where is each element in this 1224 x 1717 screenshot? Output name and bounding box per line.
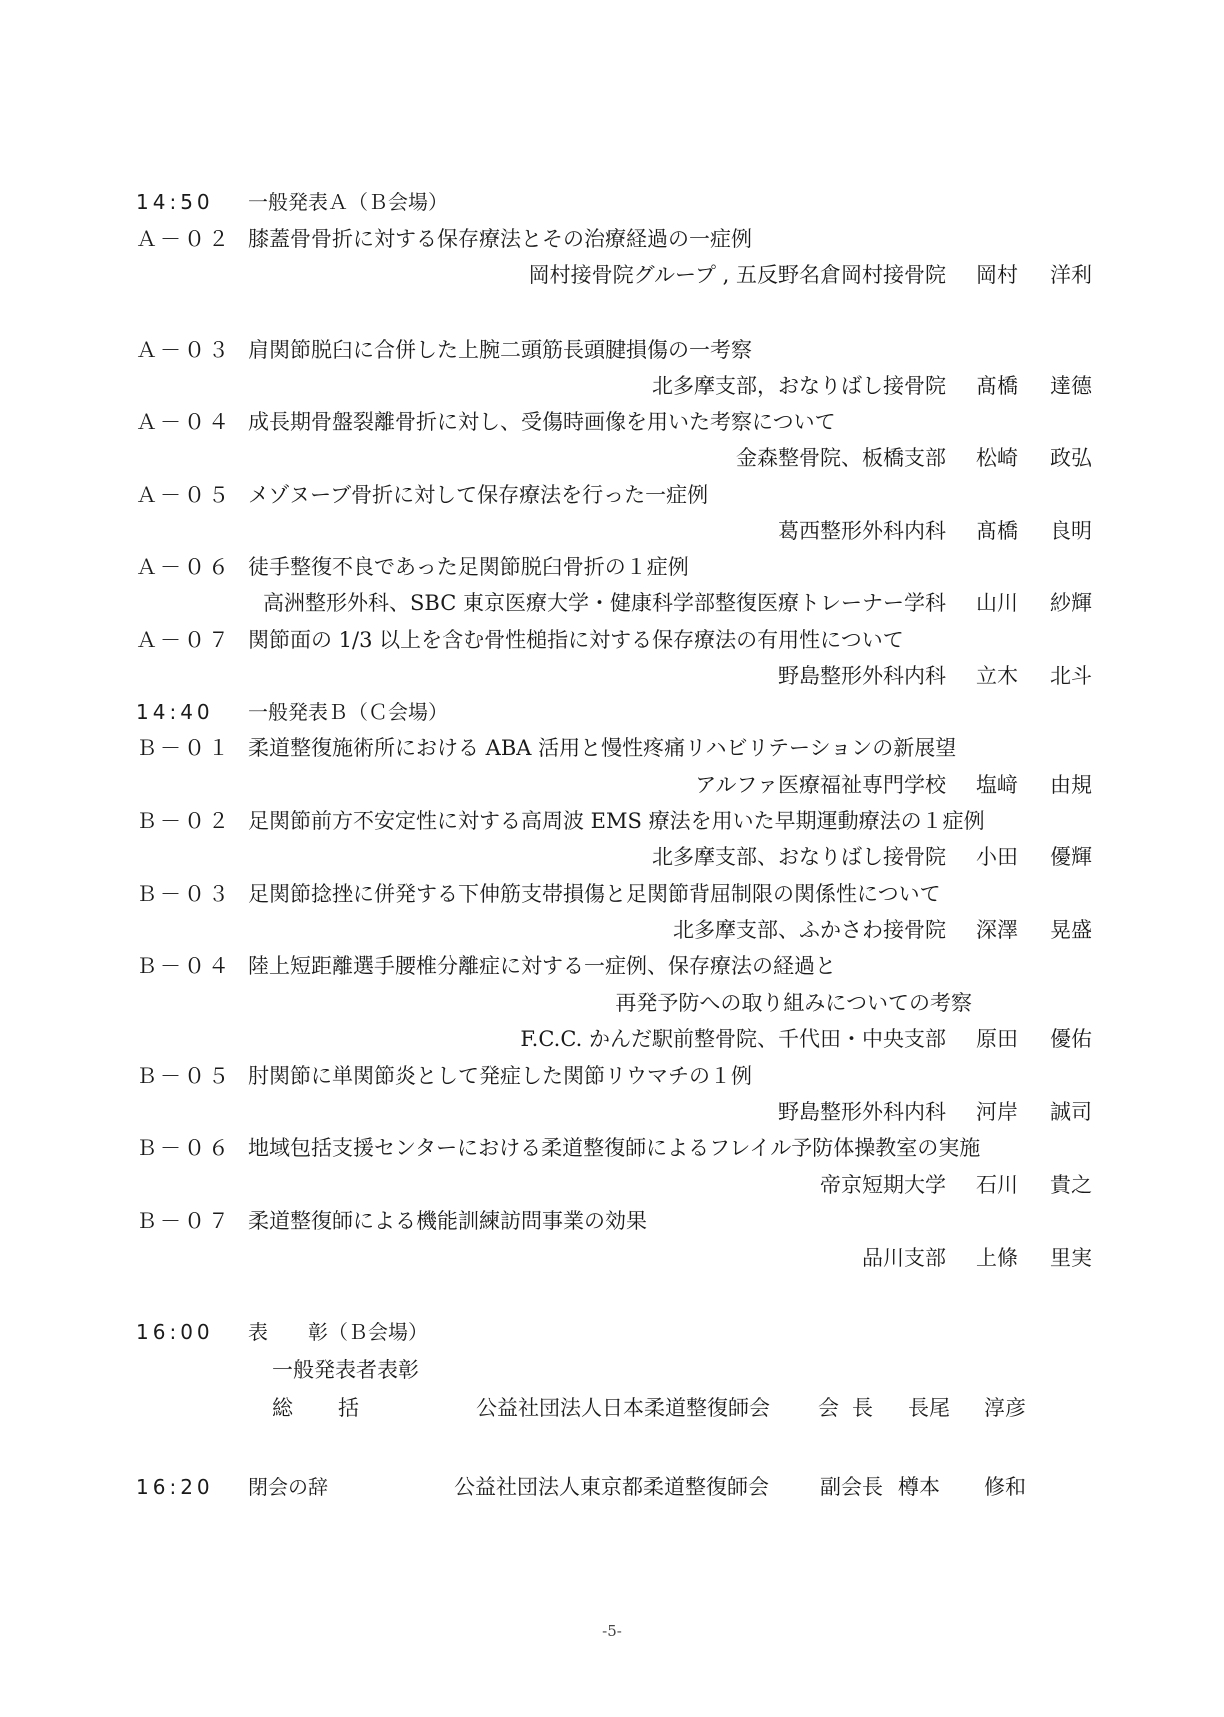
presenter-given-name: 政弘 xyxy=(1050,446,1092,470)
award-given-name: 淳彦 xyxy=(984,1396,1026,1420)
presentation-code: Ａ－０３ xyxy=(136,338,232,362)
presenter-given-name: 北斗 xyxy=(1050,664,1092,688)
presentation-title: 足関節捻挫に併発する下伸筋支帯損傷と足関節背屈制限の関係性について xyxy=(248,882,941,906)
presentation-title: 関節面の 1/3 以上を含む骨性槌指に対する保存療法の有用性について xyxy=(248,628,904,652)
presenter-given-name: 洋利 xyxy=(1050,263,1092,287)
closing-surname: 樽本 xyxy=(898,1475,940,1499)
presentation-title: 肘関節に単関節炎として発症した関節リウマチの１例 xyxy=(248,1064,752,1088)
presenter-given-name: 達德 xyxy=(1050,374,1092,398)
presenter-surname: 髙橋 xyxy=(976,374,1018,398)
presenter-surname: 松崎 xyxy=(976,446,1018,470)
award-description: 一般発表者表彰 xyxy=(272,1358,419,1382)
presentation-code: Ｂ－０４ xyxy=(136,954,232,978)
presentation-title: 膝蓋骨骨折に対する保存療法とその治療経過の一症例 xyxy=(248,227,752,251)
section-time: 14:40 xyxy=(136,700,214,724)
presenter-surname: 立木 xyxy=(976,664,1018,688)
award-heading: 表 彰（Ｂ会場） xyxy=(248,1320,428,1344)
presentation-code: Ａ－０２ xyxy=(136,227,232,251)
presenter-surname: 山川 xyxy=(976,591,1018,615)
award-label-part2: 括 xyxy=(338,1396,359,1420)
presenter-given-name: 貴之 xyxy=(1050,1173,1092,1197)
section-heading: 一般発表Ａ（Ｂ会場） xyxy=(248,190,448,214)
presentation-title: 陸上短距離選手腰椎分離症に対する一症例、保存療法の経過と xyxy=(248,954,836,978)
presenter-given-name: 晃盛 xyxy=(1050,918,1092,942)
presenter-surname: 深澤 xyxy=(976,918,1018,942)
presentation-title: 柔道整復施術所における ABA 活用と慢性疼痛リハビリテーションの新展望 xyxy=(248,736,957,760)
closing-time: 16:20 xyxy=(136,1475,214,1499)
presenter-affiliation: 野島整形外科内科 xyxy=(778,1100,946,1124)
section-heading: 一般発表Ｂ（Ｃ会場） xyxy=(248,700,448,724)
page-number: -5- xyxy=(602,1622,622,1640)
presentation-code: Ａ－０５ xyxy=(136,483,232,507)
presenter-given-name: 由規 xyxy=(1050,773,1092,797)
closing-heading: 閉会の辞 xyxy=(248,1475,328,1499)
presenter-surname: 小田 xyxy=(976,845,1018,869)
presenter-surname: 上條 xyxy=(976,1246,1018,1270)
presenter-affiliation: 岡村接骨院グループ , 五反野名倉岡村接骨院 xyxy=(528,263,946,287)
closing-organization: 公益社団法人東京都柔道整復師会 xyxy=(454,1475,769,1499)
presenter-given-name: 紗輝 xyxy=(1050,591,1092,615)
section-time: 14:50 xyxy=(136,190,214,214)
presentation-code: Ｂ－０５ xyxy=(136,1064,232,1088)
presentation-code: Ｂ－０１ xyxy=(136,736,232,760)
presenter-given-name: 誠司 xyxy=(1050,1100,1092,1124)
presentation-title: 成長期骨盤裂離骨折に対し、受傷時画像を用いた考察について xyxy=(248,410,836,434)
presentation-code: Ａ－０６ xyxy=(136,555,232,579)
presenter-affiliation: 北多摩支部，おなりばし接骨院 xyxy=(652,374,946,398)
presentation-title: 地域包括支援センターにおける柔道整復師によるフレイル予防体操教室の実施 xyxy=(248,1136,981,1160)
presentation-title: メゾヌーブ骨折に対して保存療法を行った一症例 xyxy=(248,483,709,507)
presentation-code: Ｂ－０３ xyxy=(136,882,232,906)
presentation-title: 徒手整復不良であった足関節脱臼骨折の１症例 xyxy=(248,555,689,579)
presentation-title: 足関節前方不安定性に対する高周波 EMS 療法を用いた早期運動療法の１症例 xyxy=(248,809,985,833)
closing-given-name: 修和 xyxy=(984,1475,1026,1499)
award-role-part2: 長 xyxy=(852,1396,873,1420)
presenter-given-name: 里実 xyxy=(1050,1246,1092,1270)
presenter-affiliation: 高洲整形外科、SBC 東京医療大学・健康科学部整復医療トレーナー学科 xyxy=(263,591,946,615)
award-label-part1: 総 xyxy=(272,1396,293,1420)
presenter-affiliation: 葛西整形外科内科 xyxy=(778,519,946,543)
presentation-code: Ｂ－０６ xyxy=(136,1136,232,1160)
presenter-surname: 原田 xyxy=(976,1027,1018,1051)
presenter-affiliation: 北多摩支部、おなりばし接骨院 xyxy=(652,845,946,869)
presenter-affiliation: 帝京短期大学 xyxy=(820,1173,946,1197)
presentation-title: 肩関節脱臼に合併した上腕二頭筋長頭腱損傷の一考察 xyxy=(248,338,752,362)
presenter-given-name: 優佑 xyxy=(1050,1027,1092,1051)
presentation-code: Ａ－０７ xyxy=(136,628,232,652)
presenter-affiliation: 野島整形外科内科 xyxy=(778,664,946,688)
presenter-surname: 髙橋 xyxy=(976,519,1018,543)
presenter-affiliation: アルファ医療福祉専門学校 xyxy=(695,773,946,797)
presenter-surname: 石川 xyxy=(976,1173,1018,1197)
award-role-part1: 会 xyxy=(818,1396,839,1420)
presentation-code: Ｂ－０２ xyxy=(136,809,232,833)
presentation-title: 柔道整復師による機能訓練訪問事業の効果 xyxy=(248,1209,647,1233)
presenter-surname: 河岸 xyxy=(976,1100,1018,1124)
award-time: 16:00 xyxy=(136,1320,214,1344)
presenter-given-name: 優輝 xyxy=(1050,845,1092,869)
presentation-title-line2: 再発予防への取り組みについての考察 xyxy=(615,991,972,1015)
presenter-given-name: 良明 xyxy=(1050,519,1092,543)
presentation-code: Ａ－０４ xyxy=(136,410,232,434)
presentation-code: Ｂ－０７ xyxy=(136,1209,232,1233)
presenter-surname: 岡村 xyxy=(976,263,1018,287)
presenter-affiliation: 品川支部 xyxy=(862,1246,946,1270)
presenter-surname: 塩﨑 xyxy=(976,773,1018,797)
closing-role: 副会長 xyxy=(820,1475,883,1499)
presenter-affiliation: F.C.C. かんだ駅前整骨院、千代田・中央支部 xyxy=(520,1027,946,1051)
presenter-affiliation: 北多摩支部、ふかさわ接骨院 xyxy=(673,918,946,942)
presenter-affiliation: 金森整骨院、板橋支部 xyxy=(736,446,946,470)
award-organization: 公益社団法人日本柔道整復師会 xyxy=(476,1396,770,1420)
award-surname: 長尾 xyxy=(908,1396,950,1420)
